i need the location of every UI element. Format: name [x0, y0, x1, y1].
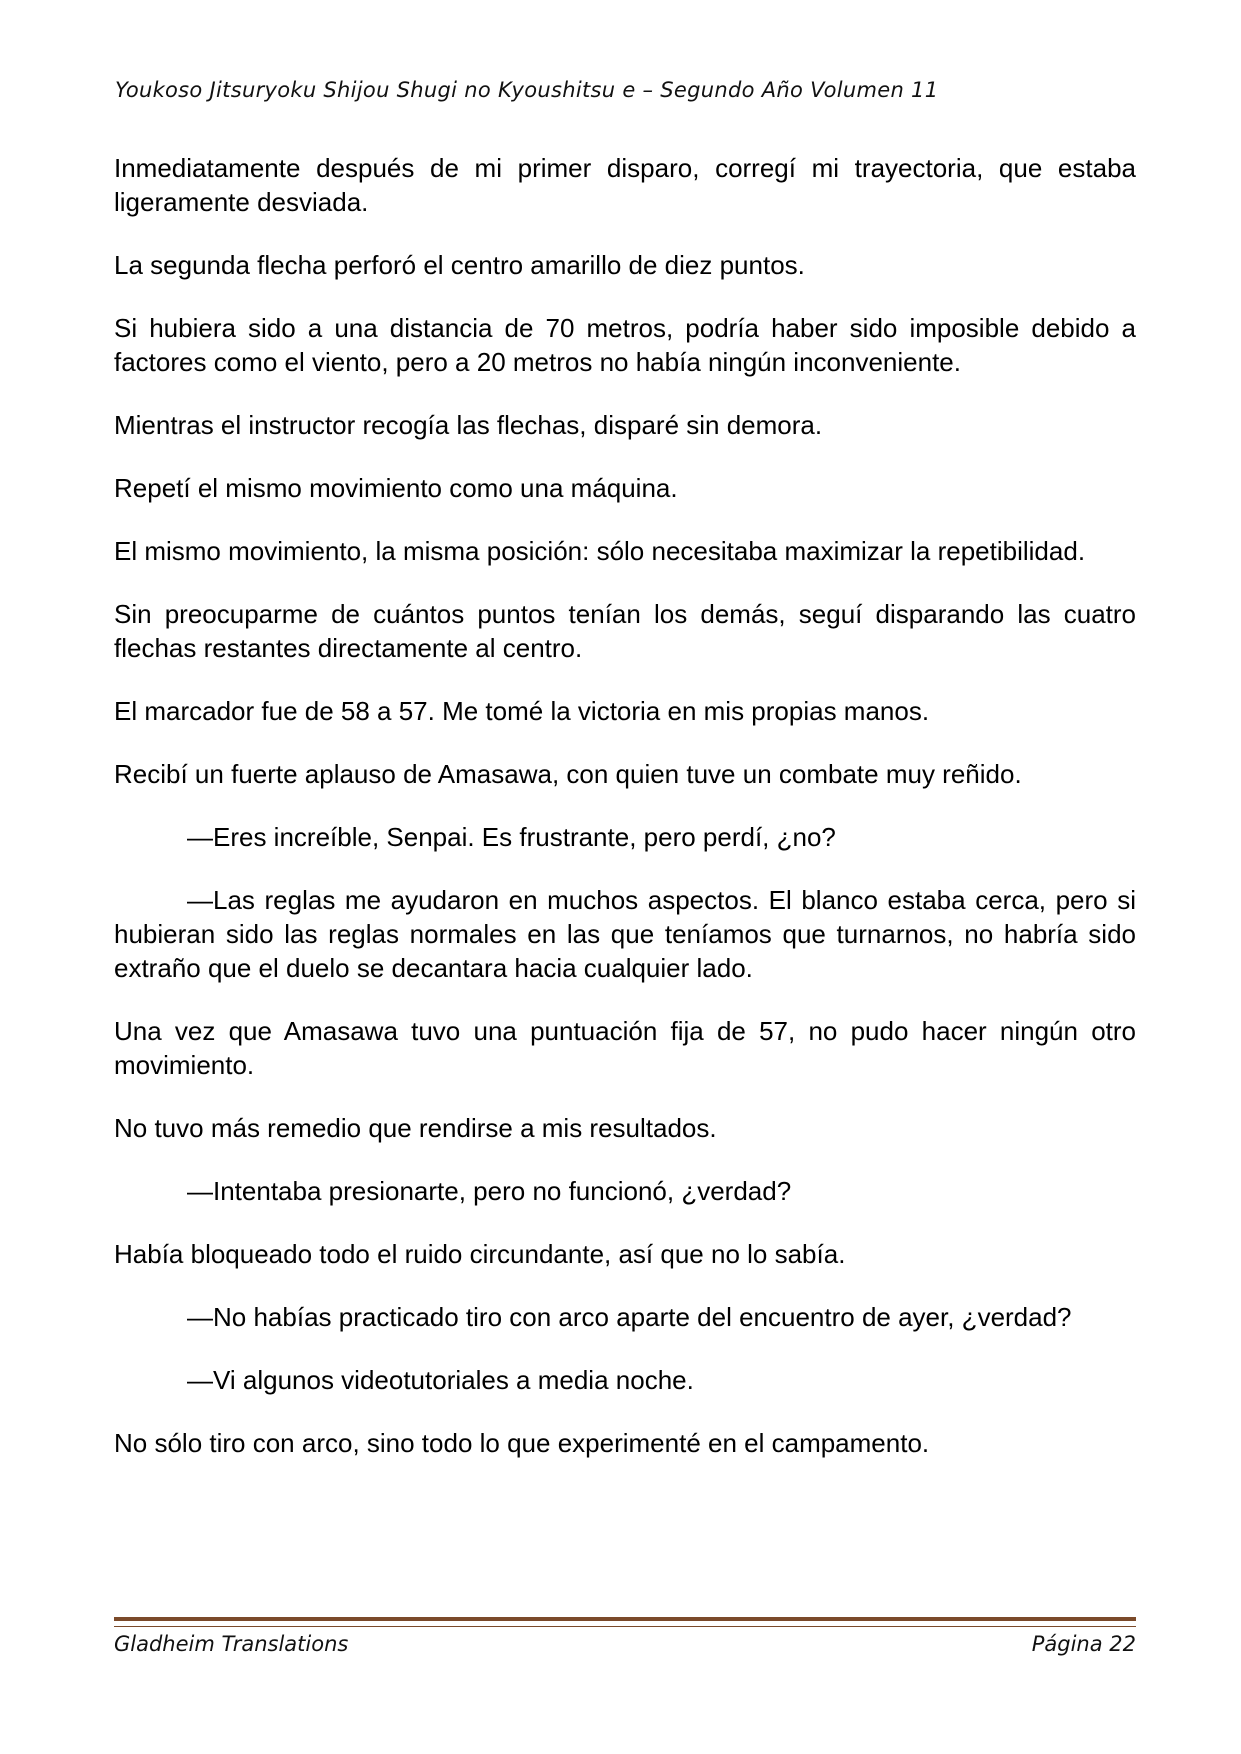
- paragraph-4: Mientras el instructor recogía las flechas, disparé sin demora.: [114, 410, 823, 440]
- body-text: [114, 151, 1136, 1489]
- page-header: Youkoso Jitsuryoku Shijou Shugi no Kyoushitsu e – Segundo Año Volumen 11: [115, 78, 939, 102]
- dialog-line-1: —Eres increíble, Senpai. Es frustrante, pero perdí, ¿no?: [187, 822, 836, 852]
- paragraph-13: No sólo tiro con arco, sino todo lo que experimenté en el campamento.: [114, 1428, 930, 1458]
- footer-credit: Gladheim Translations: [114, 1632, 349, 1656]
- paragraph-6: El mismo movimiento, la misma posición: sólo necesitaba maximizar la repetibilidad.: [114, 536, 1086, 566]
- paragraph-11: No tuvo más remedio que rendirse a mis resultados.: [114, 1113, 717, 1143]
- paragraph-5: Repetí el mismo movimiento como una máquina.: [114, 473, 678, 503]
- dialog-line-4: —No habías practicado tiro con arco aparte del encuentro de ayer, ¿verdad?: [187, 1302, 1072, 1332]
- dialog-line-3: —Intentaba presionarte, pero no funcionó, ¿verdad?: [187, 1176, 792, 1206]
- page-number: Página 22: [1031, 1632, 1136, 1656]
- paragraph-9: Recibí un fuerte aplauso de Amasawa, con quien tuve un combate muy reñido.: [114, 759, 1022, 789]
- dialog-line-5: —Vi algunos videotutoriales a media noche.: [187, 1365, 694, 1395]
- paragraph-1: Inmediatamente después de mi primer disparo, corregí mi trayectoria, que estaba ligeramente desviada.: [114, 153, 1136, 217]
- paragraph-10: Una vez que Amasawa tuvo una puntuación fija de 57, no pudo hacer ningún otro movimiento.: [114, 1016, 1136, 1080]
- dialog-line-2: —Las reglas me ayudaron en muchos aspectos. El blanco estaba cerca, pero si hubieran sido las reglas normales en las que teníamos que turnarnos, no habría sido extraño que el duelo se decantara hacia cualquier lado.: [114, 885, 1136, 983]
- paragraph-3: Si hubiera sido a una distancia de 70 metros, podría haber sido imposible debido a factores como el viento, pero a 20 metros no había ningún inconveniente.: [114, 313, 1136, 377]
- paragraph-2: La segunda flecha perforó el centro amarillo de diez puntos.: [114, 250, 805, 280]
- paragraph-7: Sin preocuparme de cuántos puntos tenían los demás, seguí disparando las cuatro flechas restantes directamente al centro.: [114, 599, 1136, 663]
- paragraph-12: Había bloqueado todo el ruido circundante, así que no lo sabía.: [114, 1239, 846, 1269]
- paragraph-8: El marcador fue de 58 a 57. Me tomé la victoria en mis propias manos.: [114, 696, 930, 726]
- footer-divider: [114, 1617, 1136, 1627]
